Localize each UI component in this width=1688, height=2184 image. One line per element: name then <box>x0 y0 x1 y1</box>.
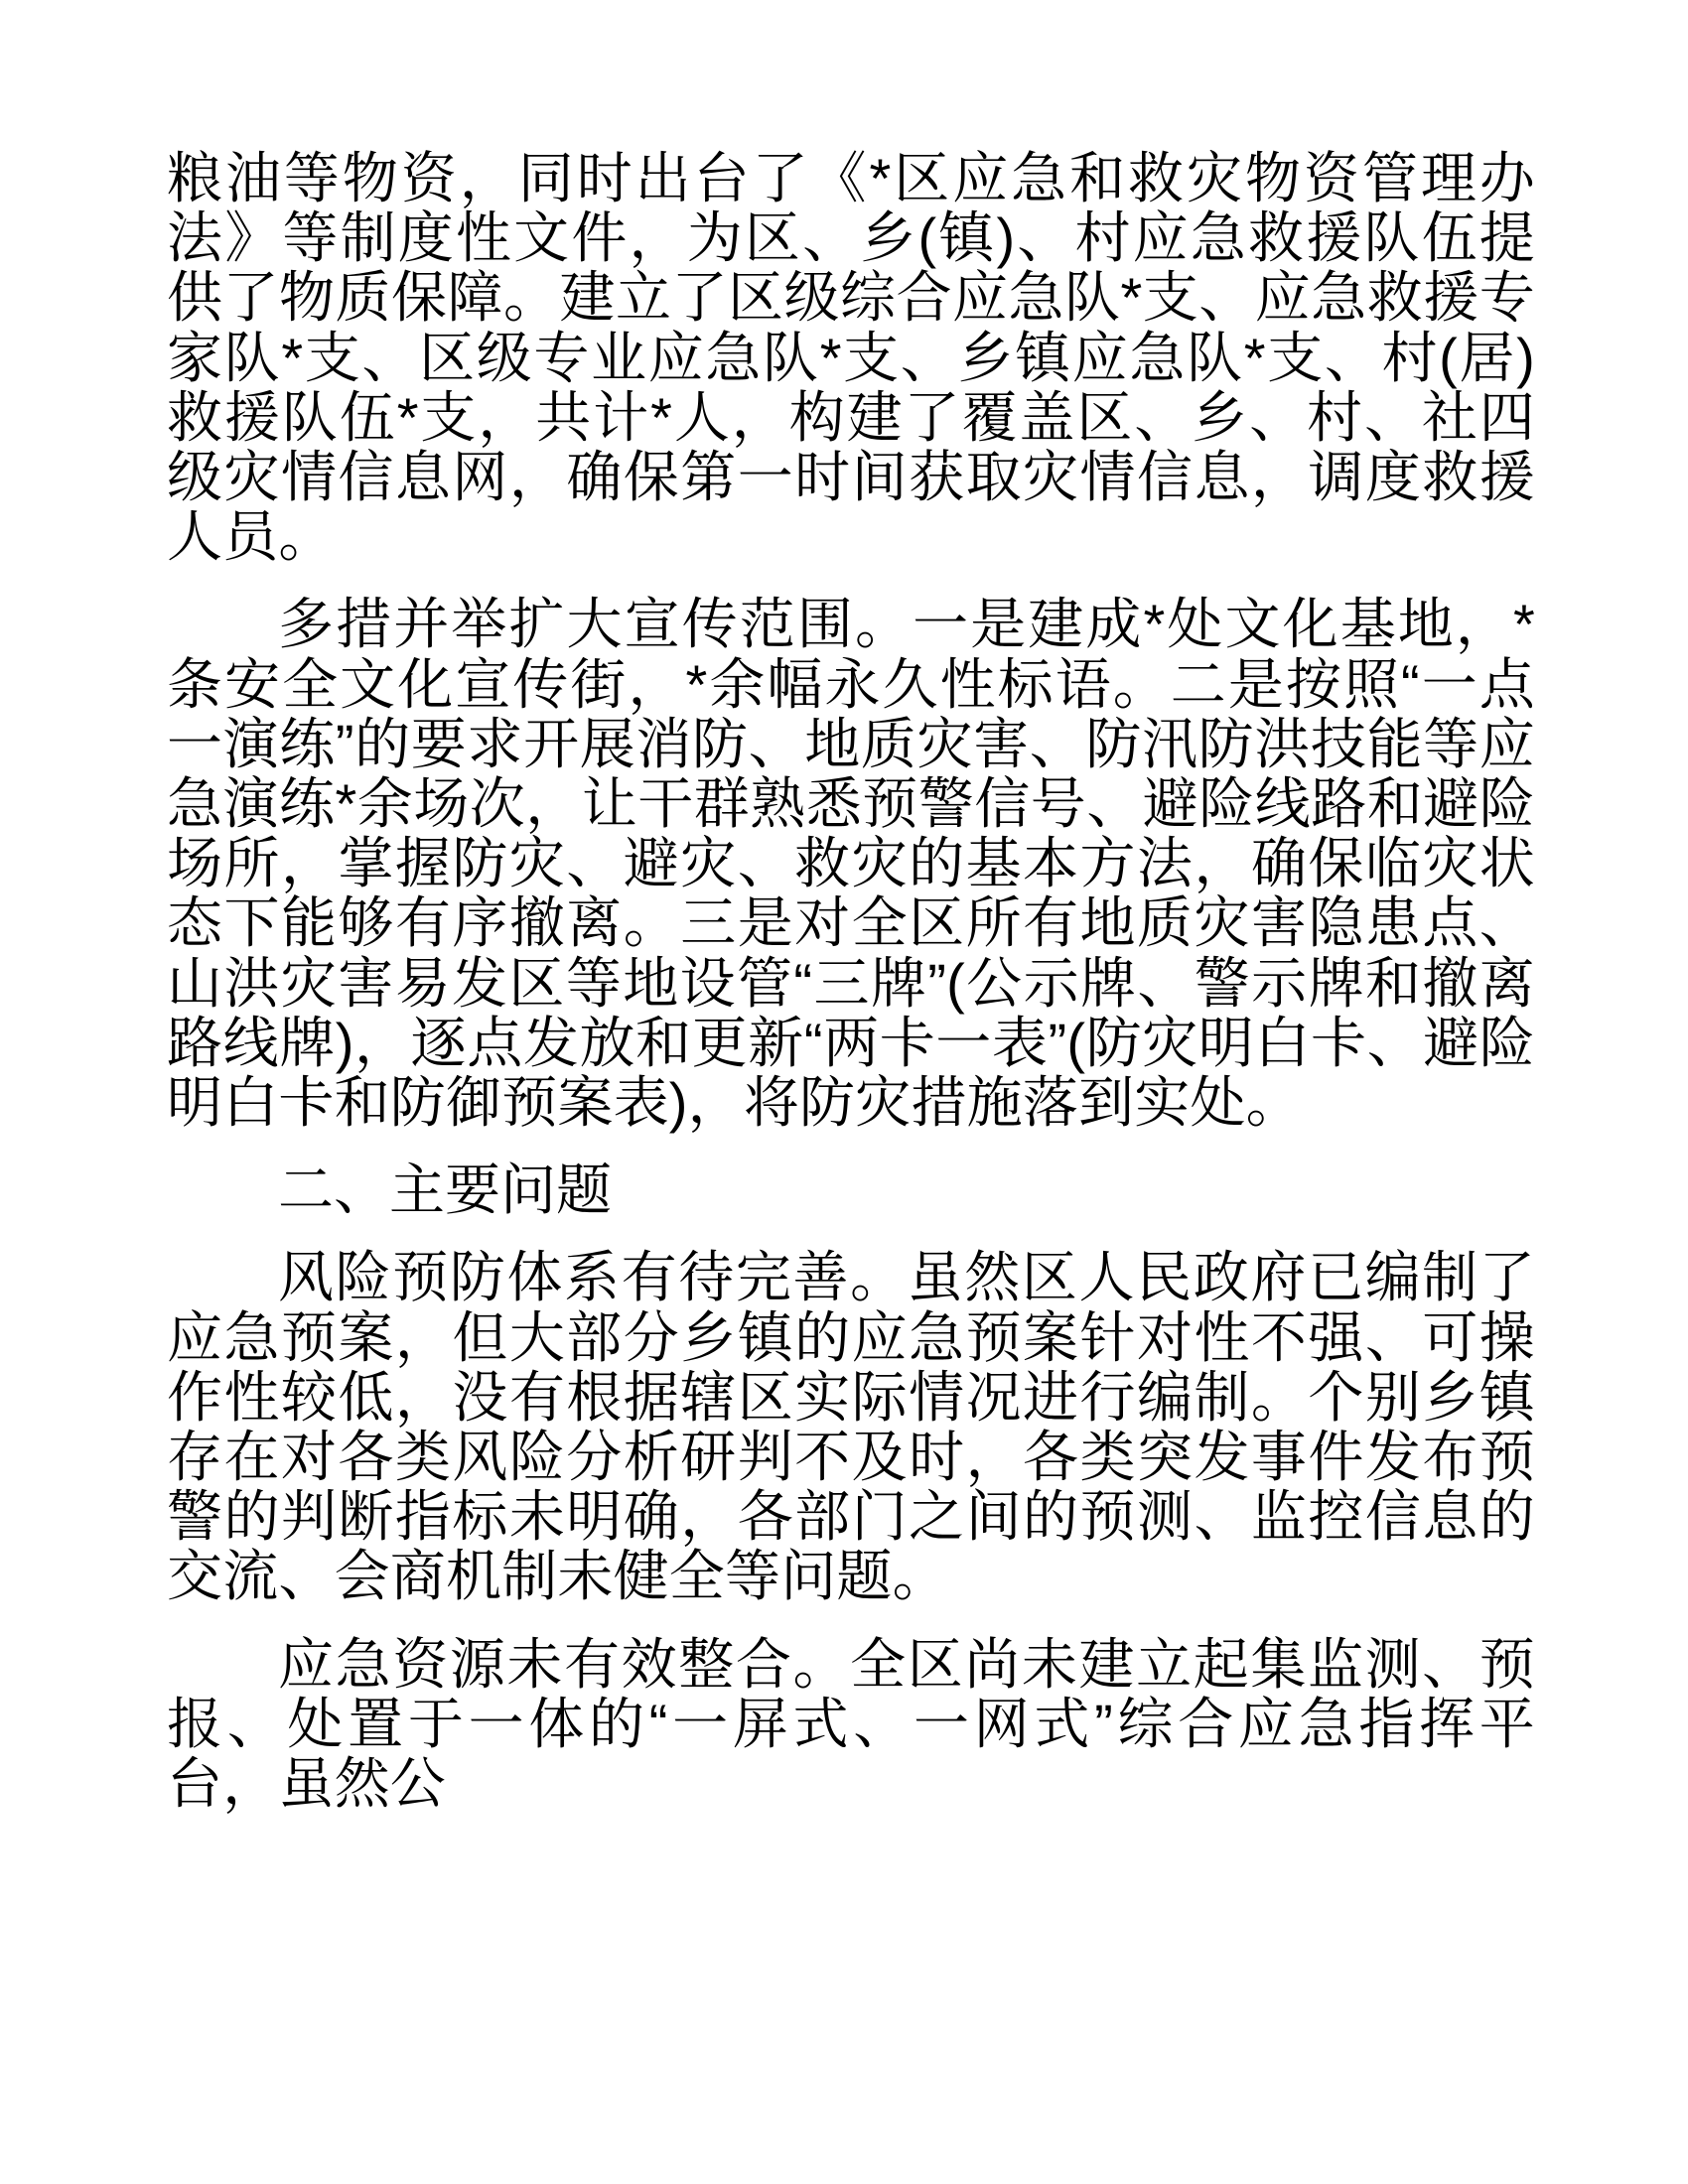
section-heading-main-problems: 二、主要问题 <box>278 1159 612 1222</box>
paragraph-emergency-resources: 应急资源未有效整合。全区尚未建立起集监测、预报、处置于一体的“一屏式、一网式”综合应急指挥平台，虽然公 <box>167 1632 1535 1816</box>
paragraph-publicity-measures: 多措并举扩大宣传范围。一是建成*处文化基地，*条安全文化宣传街，*余幅永久性标语。二是按照“一点一演练”的要求开展消防、地质灾害、防汛防洪技能等应急演练*余场次，让干群熟悉预警信号、避险线路和避险场所，掌握防灾、避灾、救灾的基本方法，确保临灾状态下能够有序撤离。三是对全区所有地质灾害隐患点、山洪灾害易发区等地设管“三牌”(公示牌、警示牌和撤离路线牌)，逐点发放和更新“两卡一表”(防灾明白卡、避险明白卡和防御预案表)，将防灾措施落到实处。 <box>167 593 1535 1135</box>
paragraph-continued-materials: 粮油等物资，同时出台了《*区应急和救灾物资管理办法》等制度性文件，为区、乡(镇)、村应急救援队伍提供了物质保障。建立了区级综合应急队*支、应急救援专家队*支、区级专业应急队*支、乡镇应急队*支、村(居)救援队伍*支，共计*人，构建了覆盖区、乡、村、社四级灾情信息网，确保第一时间获取灾情信息，调度救援人员。 <box>167 147 1535 569</box>
paragraph-risk-prevention-system: 风险预防体系有待完善。虽然区人民政府已编制了应急预案，但大部分乡镇的应急预案针对性不强、可操作性较低，没有根据辖区实际情况进行编制。个别乡镇存在对各类风险分析研判不及时，各类突发事件发布预警的判断指标未明确，各部门之间的预测、监控信息的交流、会商机制未健全等问题。 <box>167 1246 1535 1608</box>
document-text-body <box>167 149 1535 1814</box>
